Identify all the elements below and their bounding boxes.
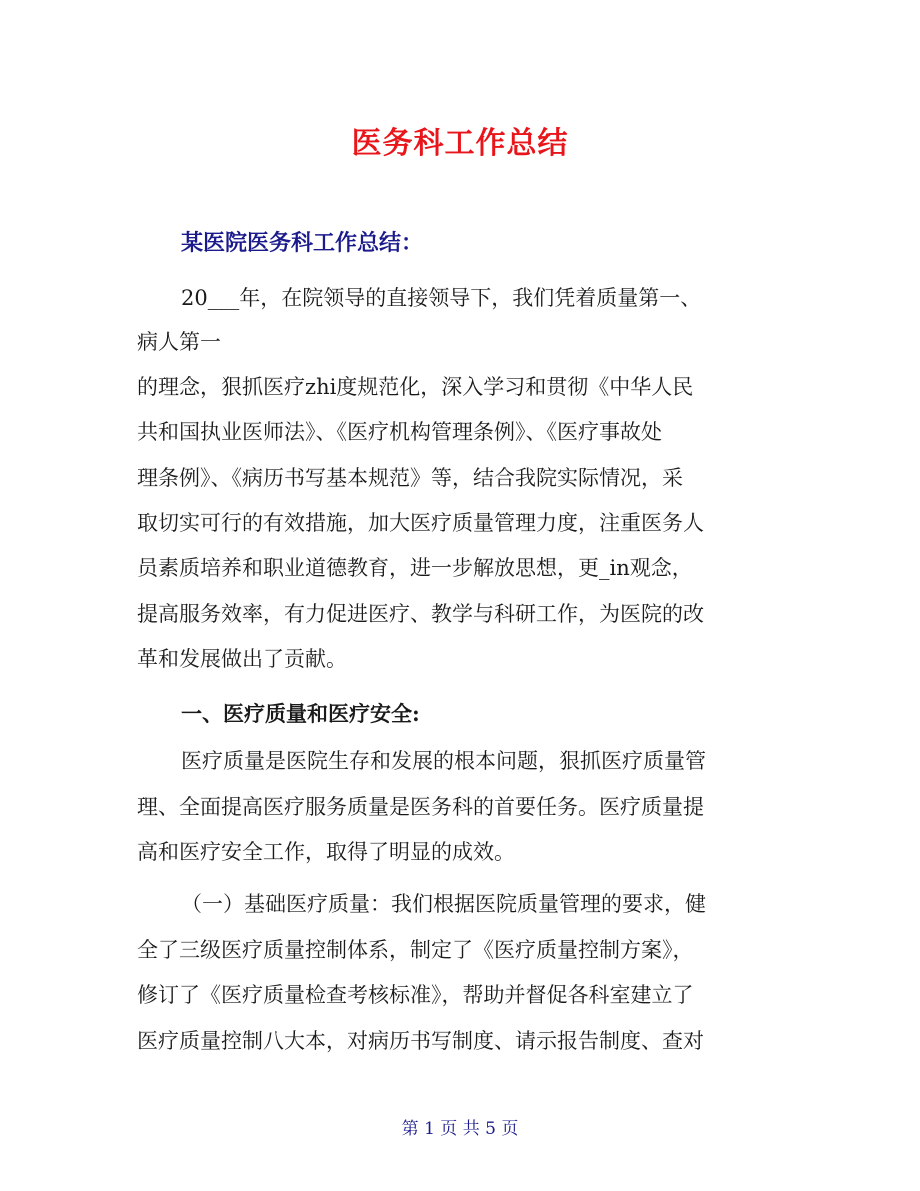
document-subtitle: 某医院医务科工作总结： [181,231,424,256]
paragraph-line: 员素质培养和职业道德教育，进一步解放思想，更_in观念， [137,556,693,580]
section-heading: 一、医疗质量和医疗安全: [181,701,420,726]
paragraph-line: 提高服务效率，有力促进医疗、教学与科研工作，为医院的改 [137,602,704,626]
paragraph-line: 理条例》、《病历书写基本规范》等，结合我院实际情况，采 [137,466,683,490]
paragraph-line: 20___年，在院领导的直接领导下，我们凭着质量第一、 [181,286,702,310]
paragraph-line: 病人第一 [137,330,221,354]
paragraph-line: 理、全面提高医疗服务质量是医务科的首要任务。医疗质量提 [137,795,704,819]
paragraph-line: 修订了《医疗质量检查考核标准》，帮助并督促各科室建立了 [137,983,694,1007]
paragraph-line: 取切实可行的有效措施，加大医疗质量管理力度，注重医务人 [137,511,704,535]
paragraph-line: 医疗质量控制八大本，对病历书写制度、请示报告制度、查对 [137,1029,704,1053]
paragraph-line: 革和发展做出了贡献。 [137,647,347,671]
paragraph-line: 全了三级医疗质量控制体系，制定了《医疗质量控制方案》， [137,938,694,962]
page-number-footer: 第 1 页 共 5 页 [401,1119,519,1139]
paragraph-line: 的理念，狠抓医疗zhi度规范化，深入学习和贯彻《中华人民 [137,375,694,399]
paragraph-line: （一）基础医疗质量：我们根据医院质量管理的要求，健 [181,892,706,916]
paragraph-line: 医疗质量是医院生存和发展的根本问题，狠抓医疗质量管 [181,749,706,773]
document-title: 医务科工作总结 [351,126,569,161]
paragraph-line: 高和医疗安全工作，取得了明显的成效。 [137,840,515,864]
paragraph-line: 共和国执业医师法》、《医疗机构管理条例》、《医疗事故处 [137,420,662,444]
